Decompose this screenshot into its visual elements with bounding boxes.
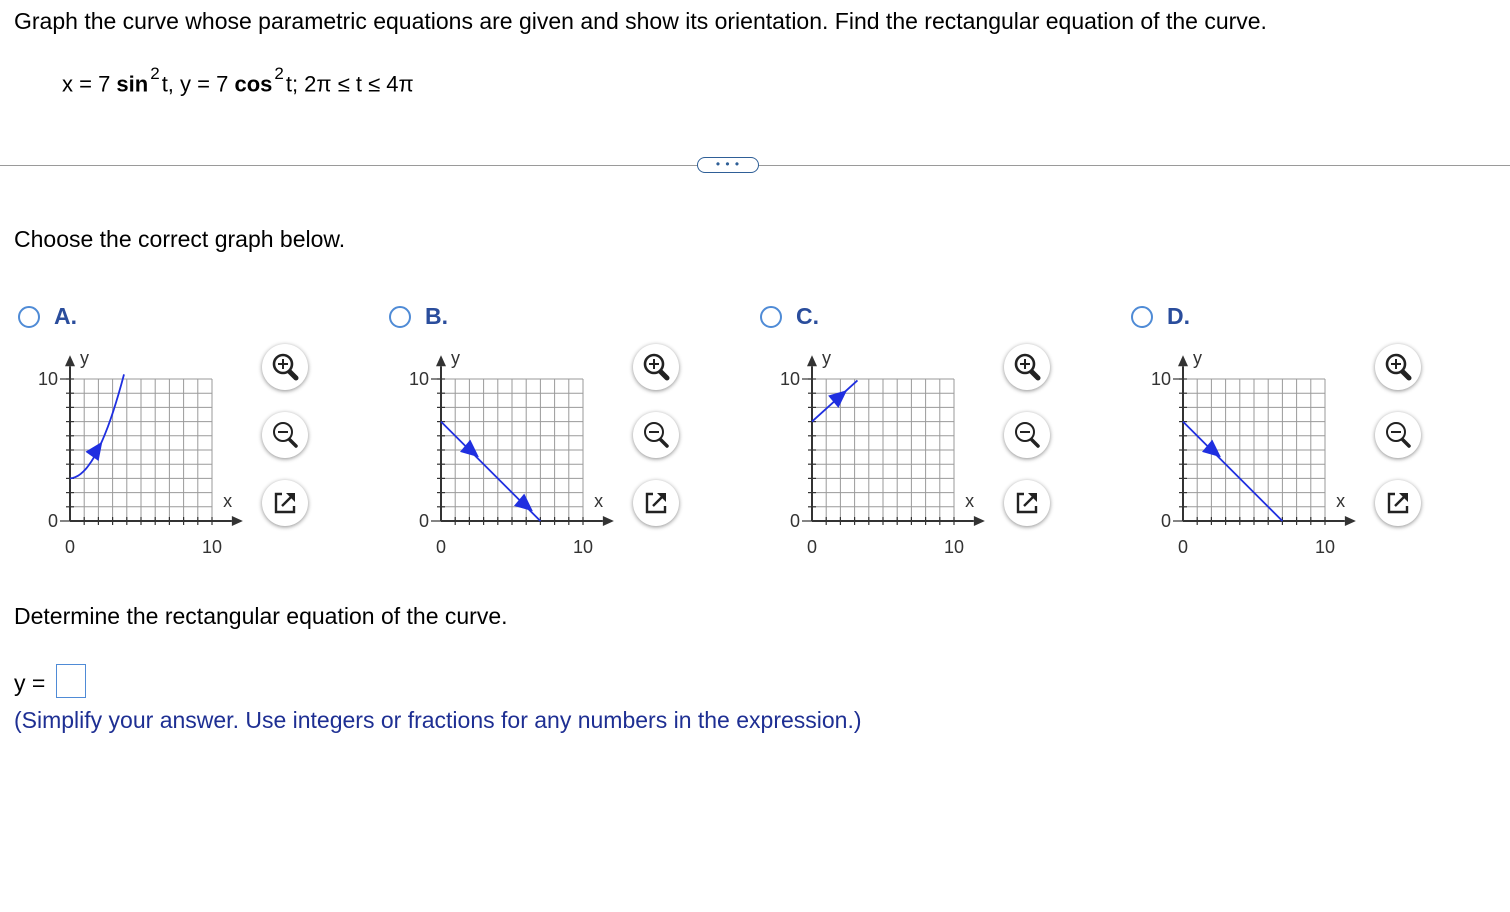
option-a-radio[interactable] [18, 306, 40, 328]
eq-y-suffix: t; 2π ≤ t ≤ 4π [285, 71, 414, 97]
answer-label: y = [14, 670, 46, 696]
y-tick-label-0: 0 [47, 511, 58, 531]
option-d-label: D. [1167, 303, 1190, 329]
option-c-label: C. [796, 303, 819, 329]
parametric-equation [62, 64, 414, 97]
zoom-out-button[interactable] [633, 412, 679, 458]
option-d[interactable] [1131, 303, 1471, 563]
option-c-graph [760, 343, 1000, 563]
x-tick-label-10: 10 [1314, 537, 1336, 557]
zoom-out-button[interactable] [262, 412, 308, 458]
curve [1183, 422, 1282, 521]
x-tick-label-0: 0 [806, 537, 818, 557]
y-tick-label-0: 0 [789, 511, 800, 531]
zoom-out-icon [262, 412, 308, 458]
y-axis-label: y [451, 348, 460, 369]
x-axis-label: x [1336, 491, 1346, 511]
y-axis-label: y [1193, 348, 1202, 369]
expand-icon [262, 480, 308, 526]
choose-instruction: Choose the correct graph below. [14, 226, 346, 252]
x-axis-label: x [594, 491, 604, 511]
zoom-in-button[interactable] [1004, 344, 1050, 390]
answer-hint: (Simplify your answer. Use integers or fractions for any numbers in the expression.) [14, 707, 862, 733]
option-d-radio[interactable] [1131, 306, 1153, 328]
option-a-label: A. [54, 303, 77, 329]
y-tick-label-0: 0 [1160, 511, 1171, 531]
y-tick-label-10: 10 [408, 369, 429, 389]
option-d-graph [1131, 343, 1371, 563]
zoom-out-icon [1375, 412, 1421, 458]
expand-icon [1375, 480, 1421, 526]
zoom-in-button[interactable] [1375, 344, 1421, 390]
y-tick-label-10: 10 [1150, 369, 1171, 389]
eq-y-func: cos [234, 71, 273, 97]
expand-icon [1004, 480, 1050, 526]
y-axis-label: y [80, 348, 89, 369]
axes [1178, 355, 1356, 526]
zoom-out-icon [1004, 412, 1050, 458]
zoom-in-icon [1004, 344, 1050, 390]
zoom-out-button[interactable] [1375, 412, 1421, 458]
option-a[interactable] [18, 303, 358, 563]
curve [70, 374, 124, 478]
orientation-arrow [85, 437, 108, 461]
expand-more-button[interactable]: • • • [697, 157, 759, 173]
option-b-label: B. [425, 303, 448, 329]
expand-graph-button[interactable] [262, 480, 308, 526]
eq-x-prefix: x = 7 [62, 71, 117, 97]
x-tick-label-10: 10 [572, 537, 594, 557]
axes [65, 355, 243, 526]
x-tick-label-0: 0 [435, 537, 447, 557]
y-axis-label: y [822, 348, 831, 369]
zoom-in-button[interactable] [633, 344, 679, 390]
y-tick-label-0: 0 [418, 511, 429, 531]
eq-x-func: sin [116, 71, 149, 97]
option-b-graph [389, 343, 629, 563]
x-axis-label: x [965, 491, 975, 511]
y-tick-label-10: 10 [37, 369, 58, 389]
x-tick-label-0: 0 [1177, 537, 1189, 557]
expand-graph-button[interactable] [633, 480, 679, 526]
option-b-radio[interactable] [389, 306, 411, 328]
expand-graph-button[interactable] [1004, 480, 1050, 526]
zoom-in-icon [262, 344, 308, 390]
option-a-graph [18, 343, 258, 563]
x-tick-label-0: 0 [64, 537, 76, 557]
eq-x-exp: 2 [150, 64, 160, 83]
zoom-out-button[interactable] [1004, 412, 1050, 458]
determine-instruction: Determine the rectangular equation of the curve. [14, 603, 508, 629]
question-prompt: Graph the curve whose parametric equations are given and show its orientation. Find the rectangular equation of the curve. [14, 8, 1267, 34]
option-c-radio[interactable] [760, 306, 782, 328]
zoom-in-button[interactable] [262, 344, 308, 390]
option-b[interactable] [389, 303, 729, 563]
zoom-out-icon [633, 412, 679, 458]
answer-input[interactable] [56, 664, 86, 698]
eq-x-suffix: t, y = 7 [161, 71, 235, 97]
zoom-in-icon [1375, 344, 1421, 390]
x-axis-label: x [223, 491, 233, 511]
eq-y-exp: 2 [274, 64, 284, 83]
x-tick-label-10: 10 [943, 537, 965, 557]
expand-graph-button[interactable] [1375, 480, 1421, 526]
zoom-in-icon [633, 344, 679, 390]
axes [807, 355, 985, 526]
y-tick-label-10: 10 [779, 369, 800, 389]
expand-icon [633, 480, 679, 526]
option-c[interactable] [760, 303, 1100, 563]
x-tick-label-10: 10 [201, 537, 223, 557]
